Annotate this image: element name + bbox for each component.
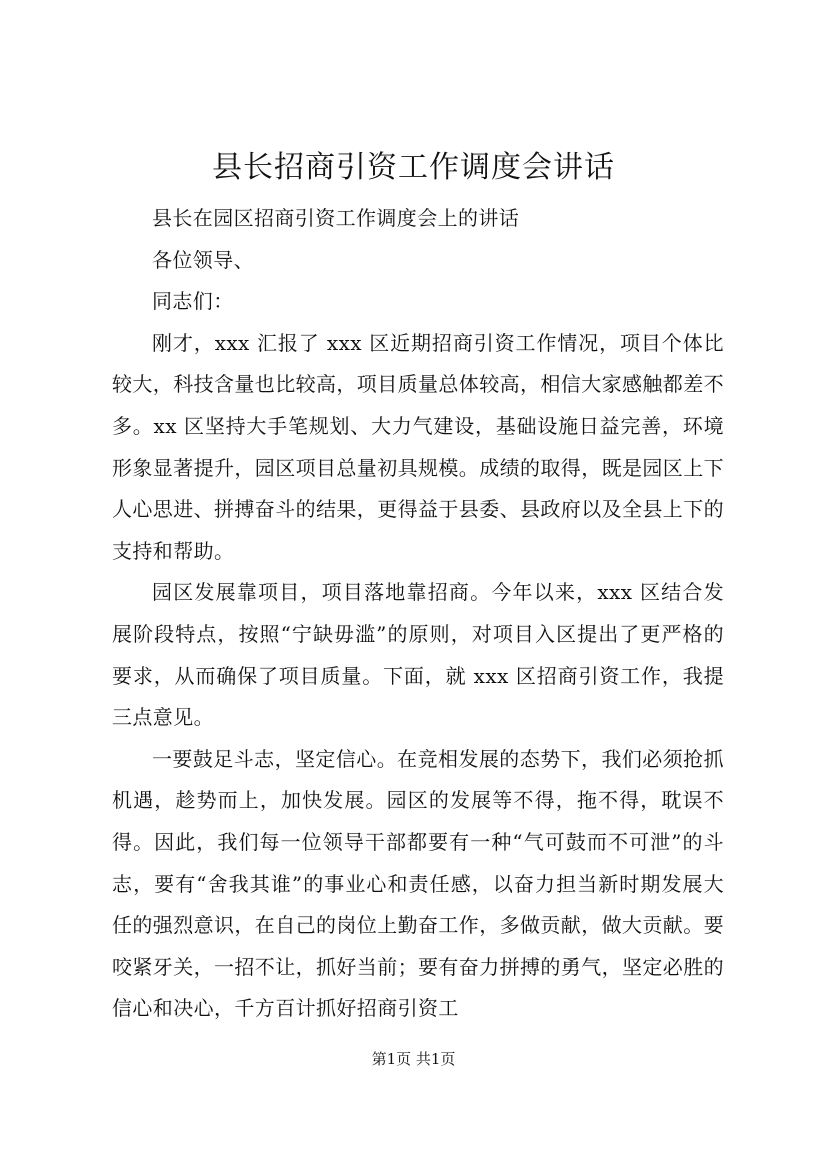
body-paragraph: 一要鼓足斗志，坚定信心。在竞相发展的态势下，我们必须抢抓机遇，趁势而上，加快发展。园区的发展等不得，拖不得，耽误不得。因此，我们每一位领导干部都要有一种“气可鼓而不可泄”的斗志，要有“舍我其谁”的事业心和责任感，以奋力担当新时期发展大任的强烈意识，在自己的岗位上勤奋工作，多做贡献，做大贡献。要咬紧牙关，一招不让，抓好当前；要有奋力拼搏的勇气，坚定必胜的信心和决心，千方百计抓好招商引资工 — [112, 746, 724, 1021]
salutation-line-2: 同志们： — [152, 289, 234, 314]
document-title: 县长招商引资工作调度会讲话 — [212, 150, 615, 185]
document-body — [112, 198, 724, 1030]
page-footer: 第1页 共1页 — [371, 1050, 456, 1068]
subtitle-paragraph: 县长在园区招商引资工作调度会上的讲话 — [152, 206, 520, 230]
salutation-line-1: 各位领导、 — [152, 247, 254, 272]
body-paragraph: 园区发展靠项目，项目落地靠招商。今年以来，xxx 区结合发展阶段特点，按照“宁缺毋滥”的原则，对项目入区提出了更严格的要求，从而确保了项目质量。下面，就 xxx 区招商引资工作，我提三点意见。 — [112, 580, 724, 730]
body-paragraph: 刚才，xxx 汇报了 xxx 区近期招商引资工作情况，项目个体比较大，科技含量也比较高，项目质量总体较高，相信大家感触都差不多。xx 区坚持大手笔规划、大力气建设，基础设施日益完善，环境形象显著提升，园区项目总量初具规模。成绩的取得，既是园区上下人心思进、拼搏奋斗的结果，更得益于县委、县政府以及全县上下的支持和帮助。 — [112, 330, 724, 563]
